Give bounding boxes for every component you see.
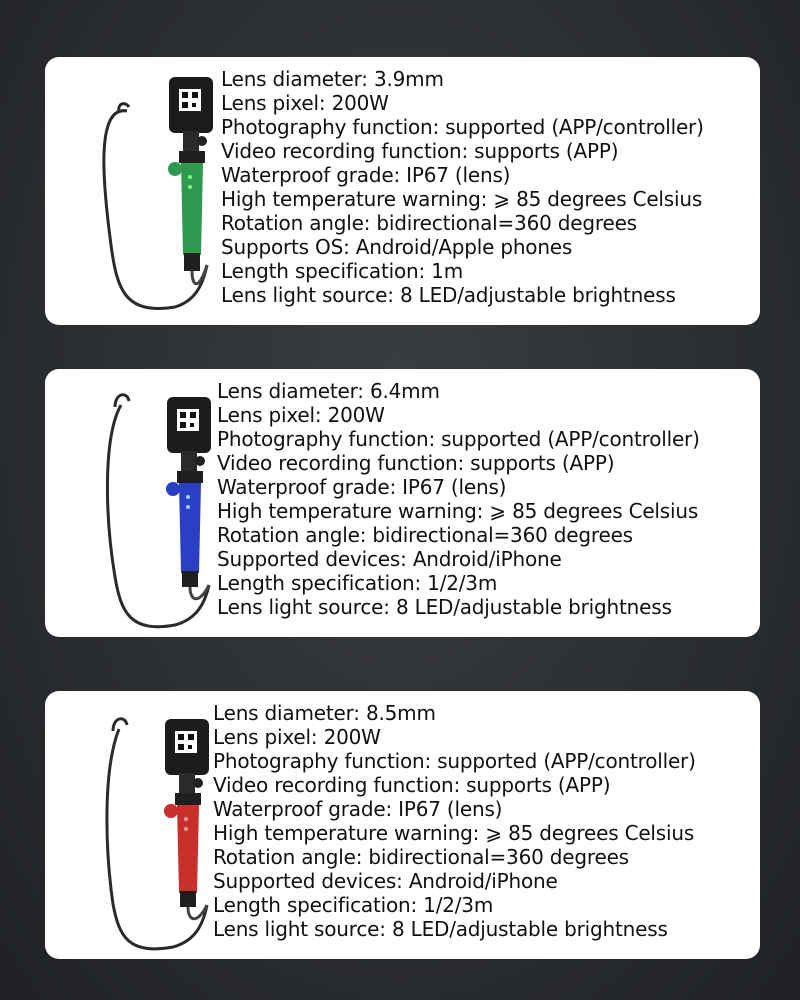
endoscope-image	[75, 377, 235, 629]
spec-compatibility: Supports OS: Android/Apple phones	[221, 235, 573, 259]
endoscope-red-icon	[75, 699, 235, 951]
spec-lens-diameter: Lens diameter: 3.9mm	[221, 67, 444, 91]
spec-list	[217, 379, 700, 619]
spec-video: Video recording function: supports (APP)	[217, 451, 615, 475]
spec-rotation: Rotation angle: bidirectional=360 degrees	[221, 211, 637, 235]
spec-waterproof: Waterproof grade: IP67 (lens)	[221, 163, 511, 187]
product-card-1	[45, 57, 760, 325]
spec-light-source: Lens light source: 8 LED/adjustable brightness	[221, 283, 676, 307]
spec-photography: Photography function: supported (APP/controller)	[221, 115, 704, 139]
spec-light-source: Lens light source: 8 LED/adjustable brightness	[217, 595, 672, 619]
endoscope-blue-icon	[75, 377, 235, 629]
endoscope-green-icon	[75, 65, 235, 317]
spec-light-source: Lens light source: 8 LED/adjustable brightness	[213, 917, 668, 941]
spec-temperature: High temperature warning: ⩾ 85 degrees Celsius	[217, 499, 699, 523]
spec-compatibility: Supported devices: Android/iPhone	[217, 547, 562, 571]
spec-lens-pixel: Lens pixel: 200W	[213, 725, 381, 749]
spec-photography: Photography function: supported (APP/controller)	[217, 427, 700, 451]
spec-rotation: Rotation angle: bidirectional=360 degrees	[213, 845, 629, 869]
endoscope-image	[75, 65, 235, 317]
spec-rotation: Rotation angle: bidirectional=360 degrees	[217, 523, 633, 547]
product-card-3	[45, 691, 760, 959]
spec-waterproof: Waterproof grade: IP67 (lens)	[213, 797, 503, 821]
spec-temperature: High temperature warning: ⩾ 85 degrees Celsius	[221, 187, 703, 211]
spec-list	[213, 701, 696, 941]
endoscope-image	[75, 699, 235, 951]
spec-length: Length specification: 1/2/3m	[217, 571, 498, 595]
product-card-2	[45, 369, 760, 637]
spec-video: Video recording function: supports (APP)	[221, 139, 619, 163]
spec-video: Video recording function: supports (APP)	[213, 773, 611, 797]
spec-photography: Photography function: supported (APP/controller)	[213, 749, 696, 773]
spec-length: Length specification: 1m	[221, 259, 463, 283]
spec-compatibility: Supported devices: Android/iPhone	[213, 869, 558, 893]
spec-lens-pixel: Lens pixel: 200W	[221, 91, 389, 115]
spec-lens-pixel: Lens pixel: 200W	[217, 403, 385, 427]
spec-list	[221, 67, 704, 307]
spec-length: Length specification: 1/2/3m	[213, 893, 494, 917]
spec-waterproof: Waterproof grade: IP67 (lens)	[217, 475, 507, 499]
spec-lens-diameter: Lens diameter: 6.4mm	[217, 379, 440, 403]
spec-temperature: High temperature warning: ⩾ 85 degrees Celsius	[213, 821, 695, 845]
spec-lens-diameter: Lens diameter: 8.5mm	[213, 701, 436, 725]
